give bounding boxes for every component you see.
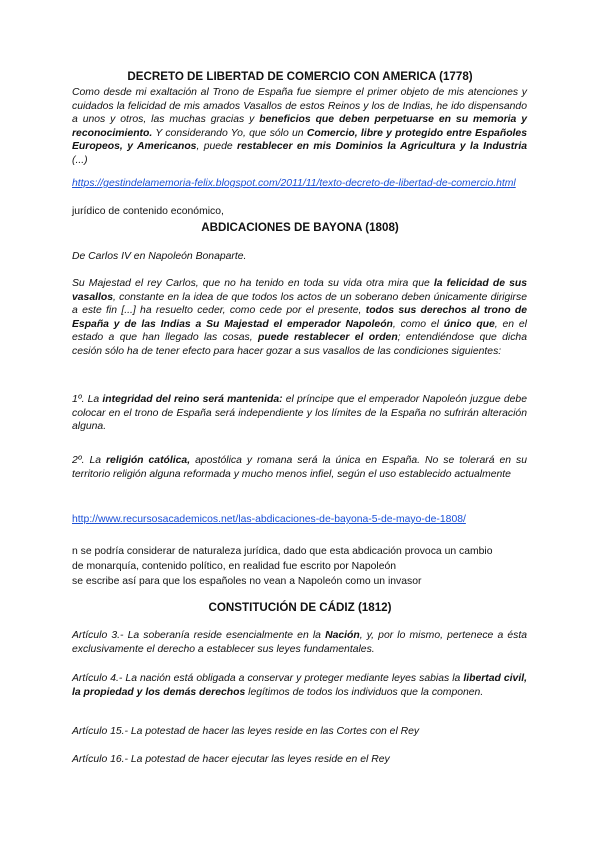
article-4: [72, 672, 527, 699]
article-4-text-1: Artículo 4.- La nación está obligada a conservar y proteger mediante leyes sabias la: [72, 673, 464, 684]
bayona-p1-text-4: , en el estado a que han llegado las cosas,: [72, 318, 527, 344]
bayona-paragraph-3: [72, 454, 527, 481]
article-3-text-1: Artículo 3.- La soberanía reside esencialmente en la: [72, 630, 326, 641]
decree-note: jurídico de contenido económico,: [72, 206, 224, 217]
article-15: Artículo 15.- La potestad de hacer las leyes reside en las Cortes con el Rey: [72, 726, 420, 737]
bayona-paragraph-1: [72, 277, 527, 359]
decree-bold-1: beneficios que deben perpetuarse en su memoria y reconocimiento.: [72, 114, 528, 139]
bayona-intro: De Carlos IV en Napoleón Bonaparte.: [72, 251, 247, 262]
article-3-bold: Nación: [325, 630, 360, 641]
article-4-bold: libertad civil, la propiedad y los demás derechos: [72, 673, 527, 698]
bayona-note-2: de monarquía, contenido político, en realidad fue escrito por Napoleón: [72, 561, 397, 572]
decree-text-4: (...): [72, 154, 88, 166]
article-16: Artículo 16.- La potestad de hacer ejecutar las leyes reside en el Rey: [72, 754, 390, 765]
bayona-p2-bold-1: integridad del reino será mantenida:: [102, 394, 283, 405]
bayona-note-1: n se podría considerar de naturaleza jurídica, dado que esta abdicación provoca un cambio: [72, 546, 493, 557]
decree-title: DECRETO DE LIBERTAD DE COMERCIO CON AMERICA (1778): [127, 70, 473, 83]
decree-text-2: Y considerando Yo, que sólo un: [152, 127, 307, 139]
decree-text-3: , puede: [196, 141, 238, 153]
bayona-p1-bold-2: todos sus derechos al trono de España y de las Indias a Su Majestad el emperador Napoleón: [72, 305, 527, 330]
bayona-p2-text-1: 1º. La: [72, 394, 103, 405]
bayona-p1-text-5: ; entendiéndose que dicha cesión sólo ha de tener efecto para hacer gozar a sus vasallos de las condiciones siguientes:: [72, 332, 527, 357]
bayona-link-line: [72, 513, 466, 527]
cadiz-title-wrap: [72, 601, 528, 614]
decree-link-line: [72, 177, 542, 191]
bayona-p1-bold-3: único que: [443, 318, 495, 330]
cadiz-title: CONSTITUCIÓN DE CÁDIZ (1812): [208, 601, 392, 614]
decree-source-link[interactable]: https://gestindelamemoria-felix.blogspot.com/2011/11/texto-decreto-de-libertad-de-comercio.html: [72, 178, 516, 189]
bayona-p1-bold-4: puede restablecer el orden: [258, 332, 398, 344]
bayona-note-3: se escribe así para que los españoles no vean a Napoleón como un invasor: [72, 576, 422, 587]
decree-bold-2: Comercio, libre y protegido entre Españoles Europeos, y Americanos: [72, 127, 527, 153]
bayona-p2-text-2: el príncipe que el emperador Napoleón juzgue debe colocar en el trono de España será independiente y los límites de la España no sufrirán alteración alguna.: [72, 394, 527, 433]
bayona-title: ABDICACIONES DE BAYONA (1808): [201, 221, 399, 234]
article-3-text-2: , y, por lo mismo, pertenece a ésta exclusivamente el derecho a establecer sus leyes fundamentales.: [72, 630, 527, 655]
decree-paragraph: [72, 86, 527, 168]
article-3: [72, 629, 527, 656]
bayona-p3-text-1: 2º. La: [72, 455, 106, 466]
bayona-p1-text-3: , como el: [392, 318, 444, 330]
bayona-p3-bold-1: religión católica,: [106, 455, 191, 466]
bayona-p1-text-2: , constante en la idea de que todos los actos de un soberano deben únicamente dirigirse a este fin [...] ha resuelto ceder, como cede por el presente,: [72, 291, 527, 317]
decree-title-wrap: [72, 70, 528, 83]
bayona-paragraph-2: [72, 393, 527, 434]
bayona-title-wrap: [72, 221, 528, 234]
bayona-p1-text-1: Su Majestad el rey Carlos, que no ha tenido en toda su vida otra mira que: [72, 278, 434, 289]
decree-text-1: Como desde mi exaltación al Trono de España fue siempre el primer objeto de mis atenciones y cuidados la felicidad de mis amados Vasallos de estos Reinos y los de Indias, he ido dispensando a unos y otros, las muchas gracias y: [72, 87, 527, 126]
bayona-p1-bold-1: la felicidad de sus vasallos: [72, 278, 527, 303]
decree-bold-3: restablecer en mis Dominios la Agricultura y la Industria: [237, 141, 527, 153]
bayona-source-link[interactable]: http://www.recursosacademicos.net/las-abdicaciones-de-bayona-5-de-mayo-de-1808/: [72, 514, 466, 525]
article-4-text-2: legítimos de todos los individuos que la componen.: [245, 686, 484, 698]
bayona-p3-text-2: apostólica y romana será la única en España. No se tolerará en su territorio religión alguna reformada y mucho menos infiel, según el uso establecido actualmente: [72, 455, 528, 480]
